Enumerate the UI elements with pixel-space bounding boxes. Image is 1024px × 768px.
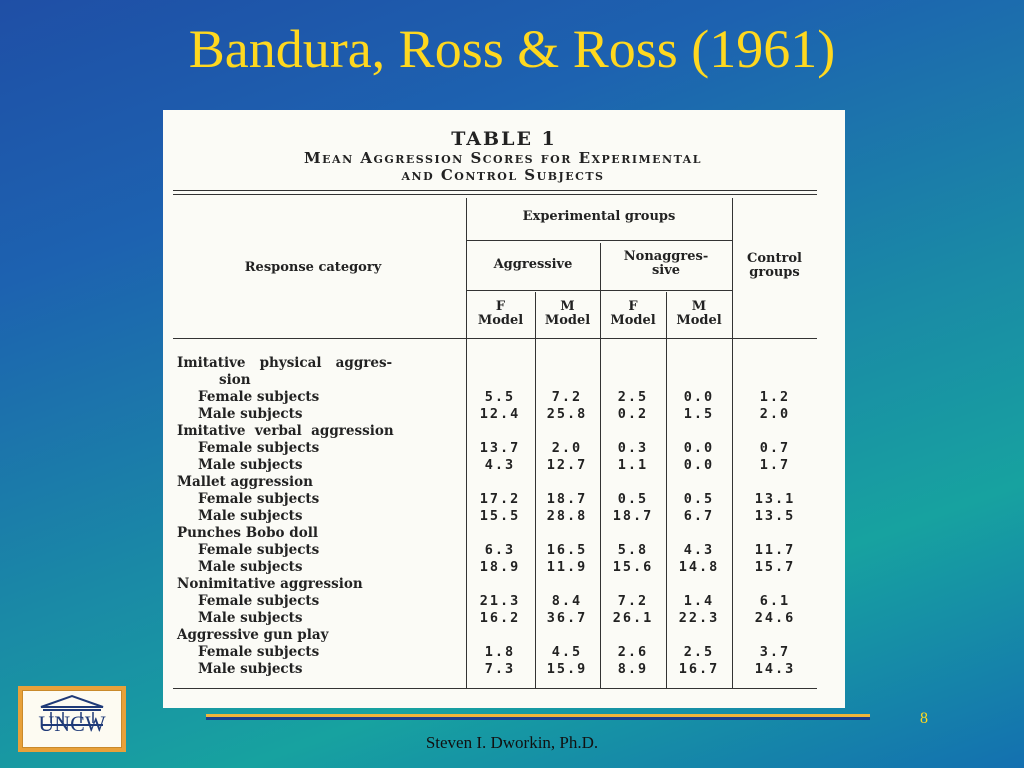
cell-value: 0.7 xyxy=(759,440,791,456)
row-label: Imitative verbal aggression xyxy=(177,423,394,439)
cell-value: 1.4 xyxy=(683,593,715,609)
row-label: Nonimitative aggression xyxy=(177,576,363,592)
row-label: Punches Bobo doll xyxy=(177,525,318,541)
cell-value: 4.3 xyxy=(683,542,715,558)
cell-value: 8.4 xyxy=(551,593,583,609)
cell-value: 36.7 xyxy=(546,610,588,626)
header-model-word: Model xyxy=(610,313,656,328)
cell-value: 16.2 xyxy=(479,610,521,626)
cell-value: 15.9 xyxy=(546,661,588,677)
header-nonaggressive-line2: sive xyxy=(651,263,681,278)
header-f-letter: F xyxy=(628,299,638,314)
row-label: Female subjects xyxy=(198,593,320,609)
cell-value: 1.2 xyxy=(759,389,791,405)
author-footer: Steven I. Dworkin, Ph.D. xyxy=(425,733,599,752)
table-row xyxy=(163,542,845,559)
header-m-letter: M xyxy=(691,299,707,314)
cell-value: 12.7 xyxy=(546,457,588,473)
header-rule-experimental xyxy=(466,240,732,241)
row-label: Imitative physical aggres- xyxy=(177,355,393,371)
table-row xyxy=(163,508,845,525)
cell-value: 6.3 xyxy=(484,542,516,558)
table-row xyxy=(163,474,845,491)
cell-value: 2.0 xyxy=(759,406,791,422)
logo-text: UNCW xyxy=(38,711,106,736)
cell-value: 13.5 xyxy=(754,508,796,524)
table-row xyxy=(163,389,845,406)
cell-value: 0.0 xyxy=(683,389,715,405)
row-label: Female subjects xyxy=(198,542,320,558)
cell-value: 0.0 xyxy=(683,457,715,473)
row-label: Male subjects xyxy=(198,457,303,473)
cell-value: 15.6 xyxy=(612,559,654,575)
header-nonaggr-m-model xyxy=(666,300,732,328)
cell-value: 1.5 xyxy=(683,406,715,422)
table-row xyxy=(163,576,845,593)
table-row xyxy=(163,355,845,372)
row-label: Female subjects xyxy=(198,491,320,507)
table-row xyxy=(163,559,845,576)
table-row xyxy=(163,406,845,423)
row-label: Female subjects xyxy=(198,389,320,405)
top-rule xyxy=(173,190,817,191)
cell-value: 22.3 xyxy=(678,610,720,626)
header-aggr-f-model xyxy=(466,300,535,328)
row-label: Male subjects xyxy=(198,508,303,524)
row-label: Mallet aggression xyxy=(177,474,313,490)
row-label: Male subjects xyxy=(198,661,303,677)
cell-value: 14.3 xyxy=(754,661,796,677)
cell-value: 28.8 xyxy=(546,508,588,524)
row-label: Female subjects xyxy=(198,440,320,456)
header-control-groups xyxy=(732,252,817,280)
header-nonaggr-f-model xyxy=(600,300,666,328)
cell-value: 0.3 xyxy=(617,440,649,456)
cell-value: 6.7 xyxy=(683,508,715,524)
cell-value: 0.5 xyxy=(683,491,715,507)
cell-value: 2.5 xyxy=(683,644,715,660)
cell-value: 2.6 xyxy=(617,644,649,660)
cell-value: 7.2 xyxy=(551,389,583,405)
row-label: Aggressive gun play xyxy=(177,627,329,643)
cell-value: 2.5 xyxy=(617,389,649,405)
table-row xyxy=(163,627,845,644)
cell-value: 5.8 xyxy=(617,542,649,558)
cell-value: 21.3 xyxy=(479,593,521,609)
cell-value: 1.7 xyxy=(759,457,791,473)
table-row xyxy=(163,593,845,610)
cell-value: 4.3 xyxy=(484,457,516,473)
row-label: Female subjects xyxy=(198,644,320,660)
footer-divider xyxy=(206,714,870,720)
table-row xyxy=(163,644,845,661)
cell-value: 2.0 xyxy=(551,440,583,456)
table-row xyxy=(163,525,845,542)
cell-value: 13.1 xyxy=(754,491,796,507)
cell-value: 13.7 xyxy=(479,440,521,456)
table-row xyxy=(163,661,845,678)
cell-value: 0.2 xyxy=(617,406,649,422)
header-m-letter: M xyxy=(560,299,575,314)
cell-value: 25.8 xyxy=(546,406,588,422)
header-model-word: Model xyxy=(676,313,722,328)
table-row xyxy=(163,457,845,474)
table-row xyxy=(163,440,845,457)
cell-value: 8.9 xyxy=(617,661,649,677)
cell-value: 16.7 xyxy=(678,661,720,677)
cell-value: 26.1 xyxy=(612,610,654,626)
header-nonaggressive xyxy=(600,250,732,278)
row-label: Male subjects xyxy=(198,610,303,626)
header-model-word: Model xyxy=(477,313,524,328)
header-control-line2: groups xyxy=(749,265,800,280)
table-caption-line1: Mean Aggression Scores for Experimental xyxy=(304,149,702,167)
cell-value: 15.7 xyxy=(754,559,796,575)
row-label: Male subjects xyxy=(198,559,303,575)
cell-value: 0.5 xyxy=(617,491,649,507)
table-label: TABLE 1 xyxy=(451,128,557,150)
header-nonaggressive-line1: Nonaggres- xyxy=(623,249,709,264)
header-experimental-groups: Experimental groups xyxy=(522,209,676,224)
row-label: sion xyxy=(219,372,251,388)
cell-value: 11.7 xyxy=(754,542,796,558)
cell-value: 0.0 xyxy=(683,440,715,456)
cell-value: 17.2 xyxy=(479,491,521,507)
cell-value: 3.7 xyxy=(759,644,791,660)
cell-value: 18.7 xyxy=(546,491,588,507)
table-caption xyxy=(203,150,803,184)
header-bottom-rule xyxy=(173,338,817,339)
cell-value: 16.5 xyxy=(546,542,588,558)
table-row xyxy=(163,372,845,389)
table-caption-line2: and Control Subjects xyxy=(401,166,605,184)
bottom-rule xyxy=(173,688,817,689)
cell-value: 14.8 xyxy=(678,559,720,575)
cell-value: 12.4 xyxy=(479,406,521,422)
header-model-word: Model xyxy=(544,313,591,328)
page-number: 8 xyxy=(920,710,928,727)
header-response-category: Response category xyxy=(244,260,382,275)
table-row xyxy=(163,423,845,440)
cell-value: 4.5 xyxy=(551,644,583,660)
cell-value: 15.5 xyxy=(479,508,521,524)
table-row xyxy=(163,610,845,627)
top-rule-2 xyxy=(173,194,817,195)
cell-value: 18.7 xyxy=(612,508,654,524)
cell-value: 11.9 xyxy=(546,559,588,575)
cell-value: 18.9 xyxy=(479,559,521,575)
header-aggressive: Aggressive xyxy=(493,257,573,272)
table-row xyxy=(163,491,845,508)
header-rule-groups xyxy=(466,290,732,291)
cell-value: 5.5 xyxy=(484,389,516,405)
row-label: Male subjects xyxy=(198,406,303,422)
header-aggr-m-model xyxy=(535,300,600,328)
slide-title: Bandura, Ross & Ross (1961) xyxy=(188,19,836,79)
cell-value: 1.1 xyxy=(617,457,649,473)
cell-value: 7.3 xyxy=(484,661,516,677)
cell-value: 24.6 xyxy=(754,610,796,626)
header-f-letter: F xyxy=(495,299,506,314)
table-image xyxy=(163,110,845,708)
cell-value: 1.8 xyxy=(484,644,516,660)
cell-value: 7.2 xyxy=(617,593,649,609)
header-control-line1: Control xyxy=(747,251,802,266)
cell-value: 6.1 xyxy=(759,593,791,609)
